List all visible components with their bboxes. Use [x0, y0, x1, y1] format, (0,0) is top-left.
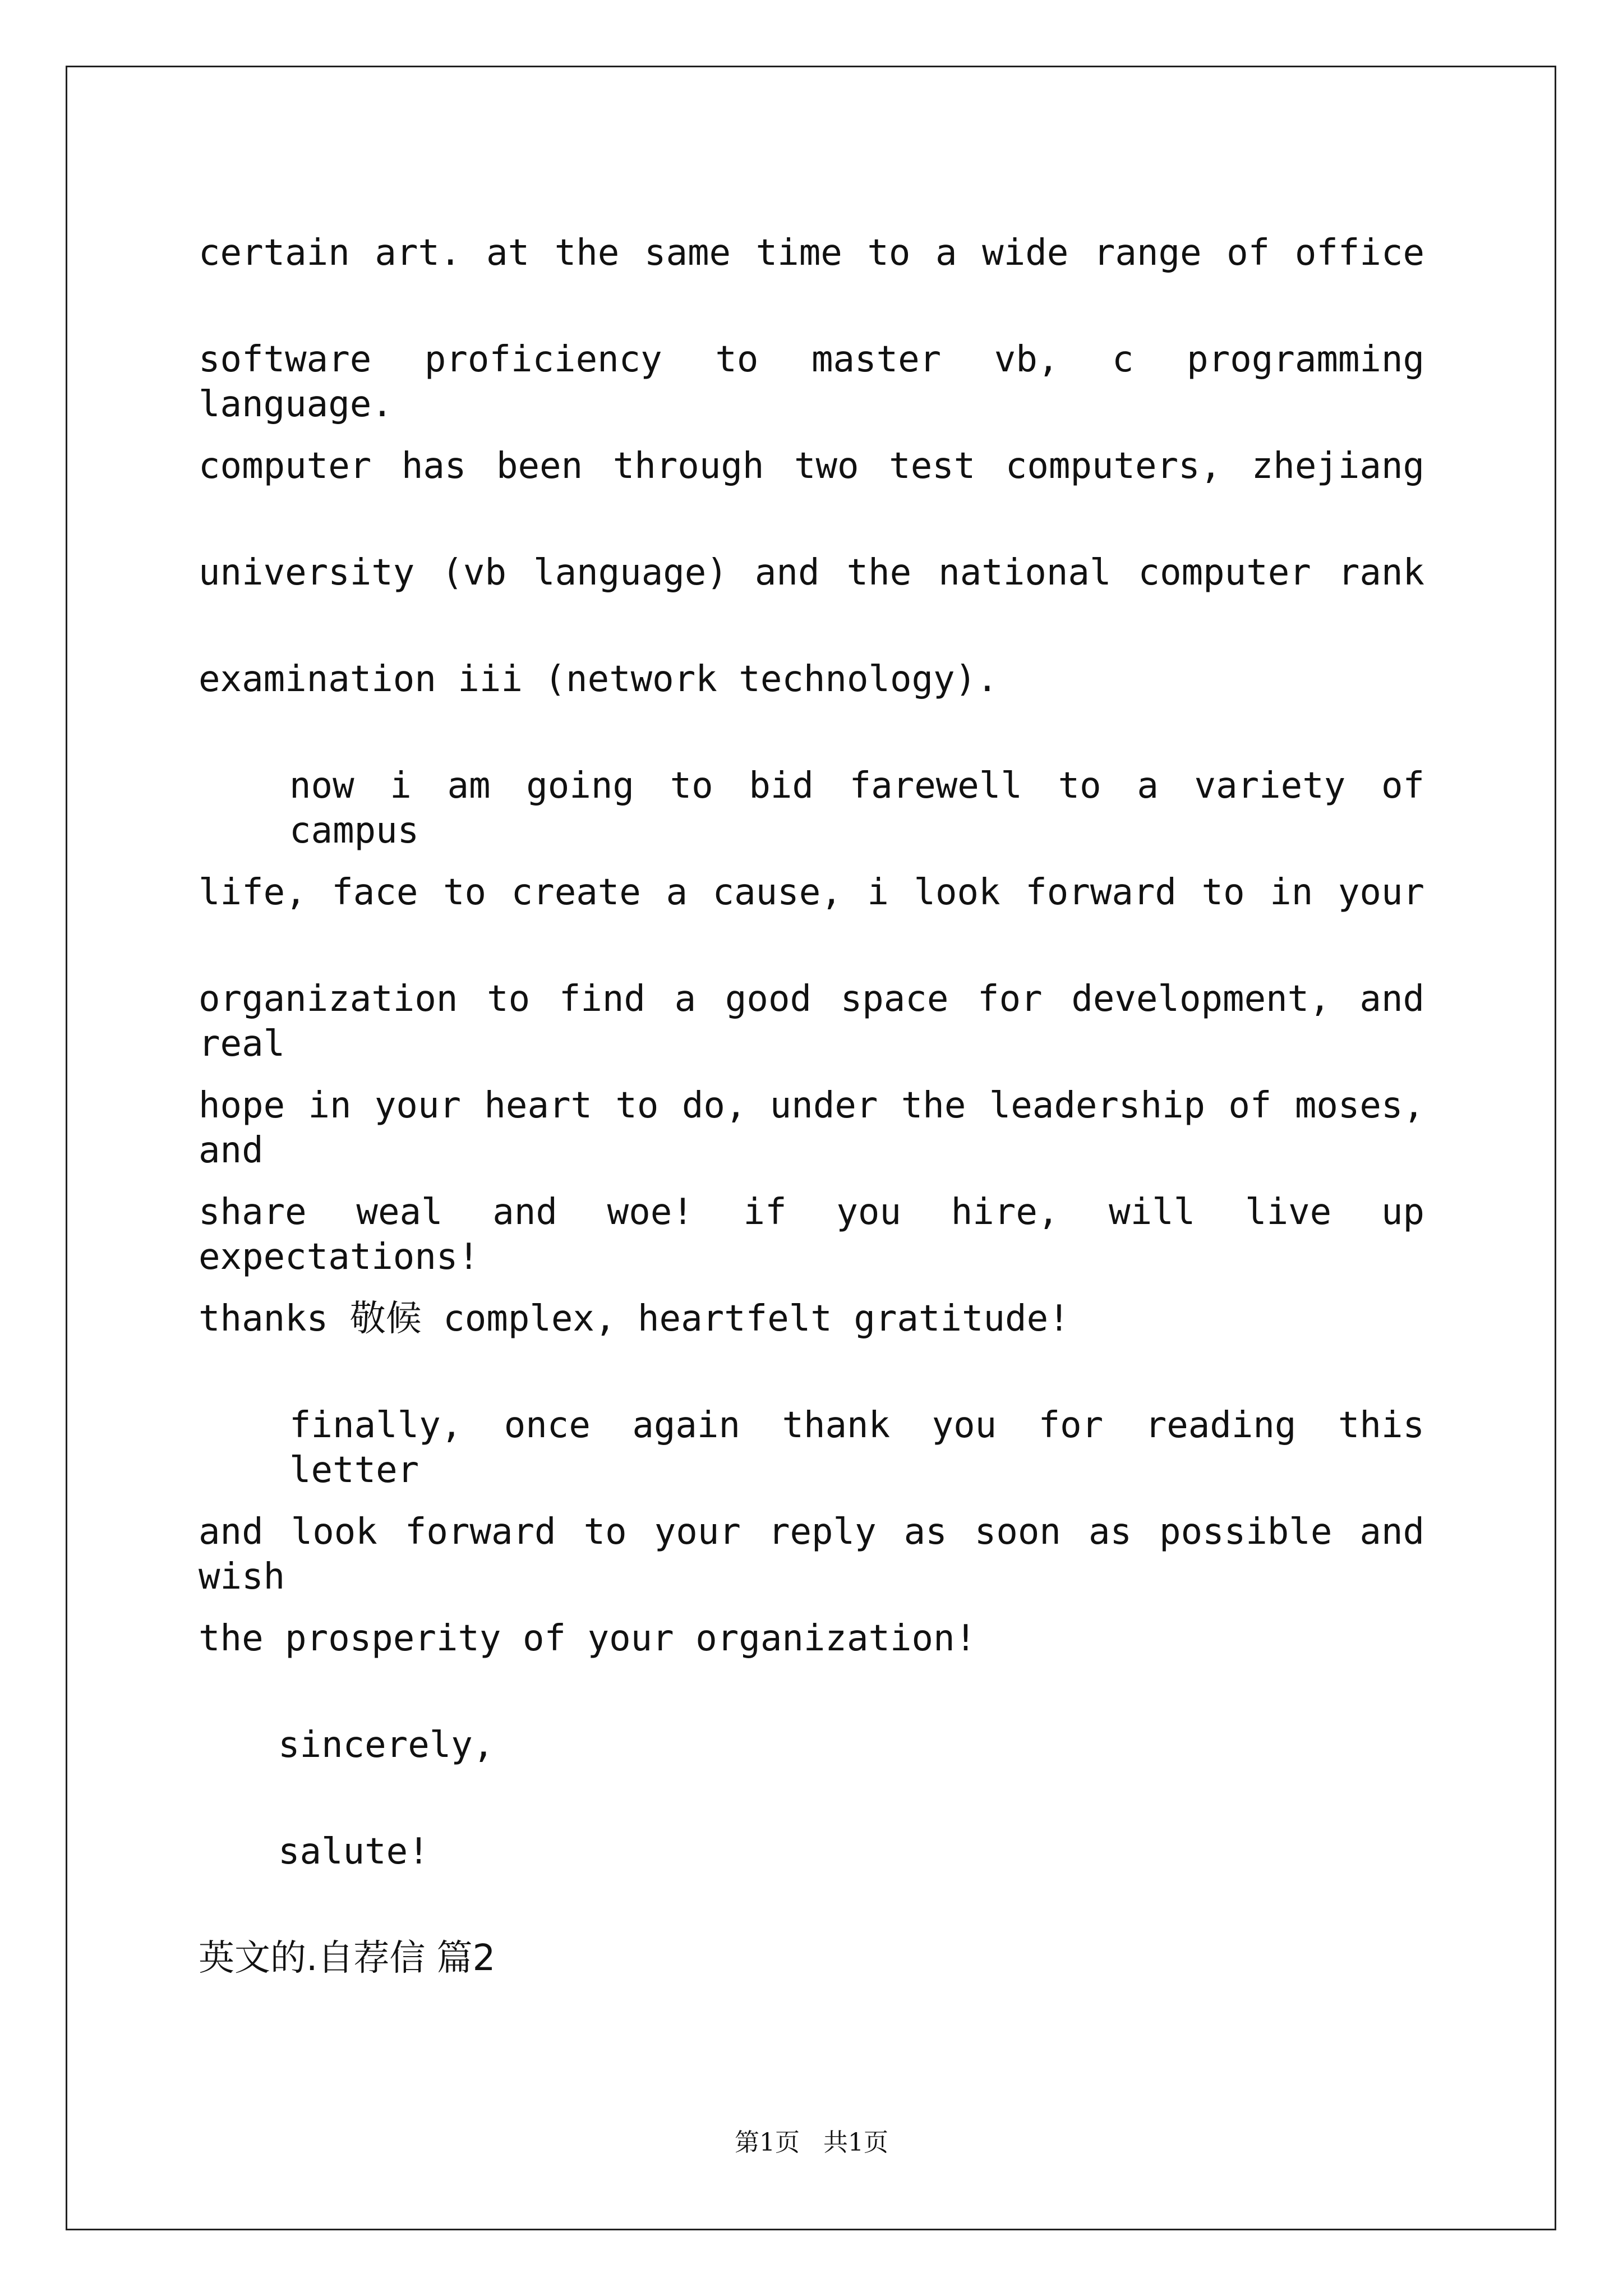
text-line: examination iii (network technology).	[199, 659, 998, 700]
text-line: share weal and woe! if you hire, will live up expectations!	[199, 1191, 1424, 1278]
closing-line: salute!	[278, 1831, 430, 1872]
text-line: computer has been through two test computers, zhejiang	[199, 445, 1424, 487]
text-line: organization to find a good space for development, and real	[199, 978, 1424, 1065]
text-line: and look forward to your reply as soon as possible and wish	[199, 1511, 1424, 1598]
page-footer: 第1页 共1页	[735, 2128, 888, 2157]
section-heading: 英文的.自荐信 篇2	[199, 1938, 496, 1979]
text-line: software proficiency to master vb, c programming language.	[199, 339, 1424, 425]
text-line: certain art. at the same time to a wide range of office	[199, 232, 1424, 274]
text-line: thanks 敬候 complex, heartfelt gratitude!	[199, 1298, 1070, 1340]
text-line: university (vb language) and the national computer rank	[199, 552, 1424, 593]
text-line: finally, once again thank you for reading this letter	[289, 1405, 1424, 1491]
text-line: life, face to create a cause, i look forward to in your	[199, 872, 1424, 913]
text-line: hope in your heart to do, under the leadership of moses, and	[199, 1085, 1424, 1171]
closing-line: sincerely,	[278, 1724, 495, 1766]
text-line: now i am going to bid farewell to a variety of campus	[289, 765, 1424, 852]
text-line: the prosperity of your organization!	[199, 1618, 977, 1659]
